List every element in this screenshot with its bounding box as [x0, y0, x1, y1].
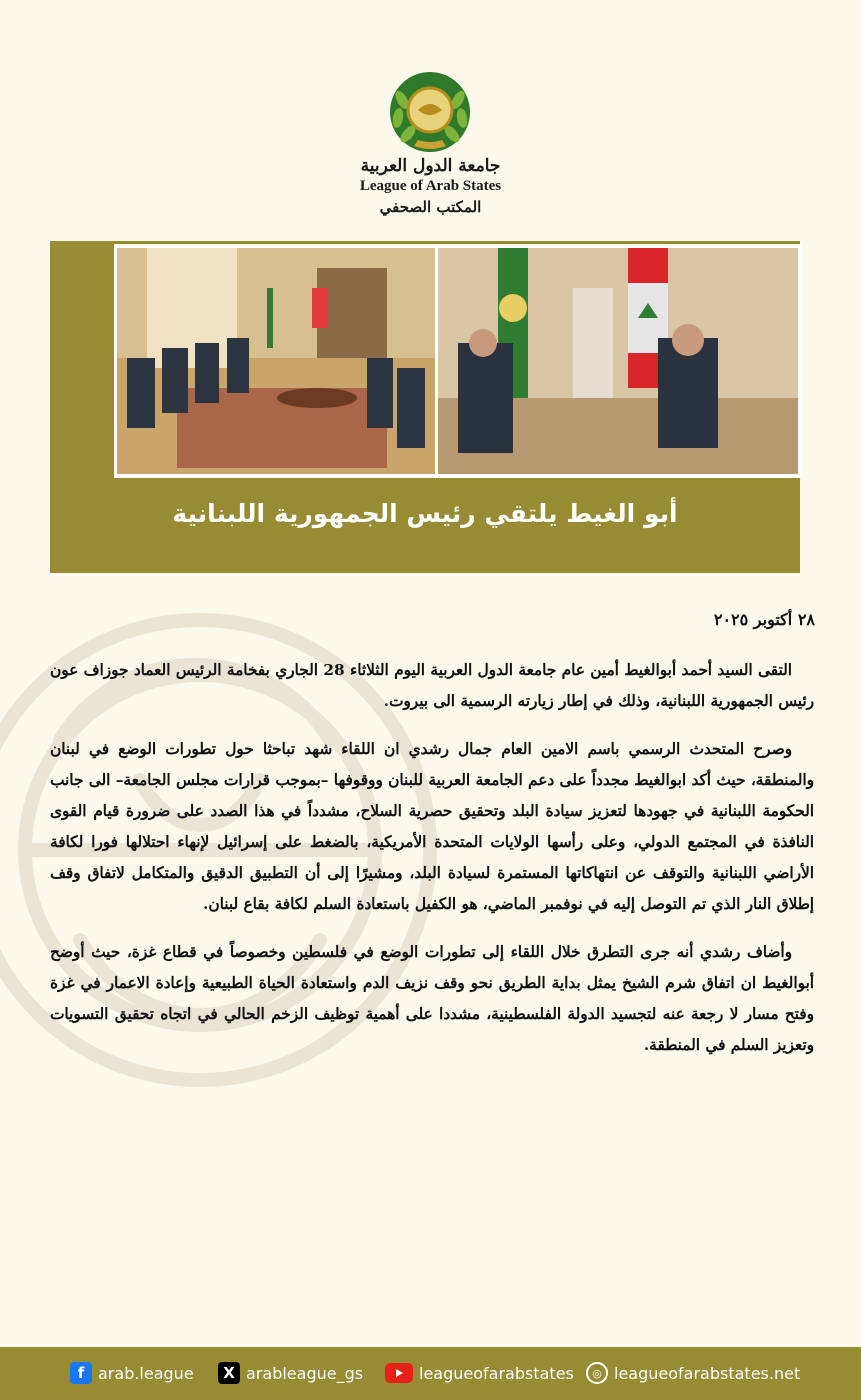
x-link[interactable]	[218, 1360, 363, 1386]
website-link[interactable]	[586, 1360, 800, 1386]
globe-icon: ◎	[586, 1362, 608, 1384]
paragraph: وأضاف رشدي أنه جرى التطرق خلال اللقاء إلى تطورات الوضع في فلسطين وخصوصاً في قطاع غزة، حيث أوضح أبوالغيط ان اتفاق شرم الشيخ يمثل بداية الطريق نحو وقف نزيف الدم واستعادة الحياة الطبيعية وإعادة الاعمار في غزة وفتح مسار لا رجعة عنه لتجسيد الدولة الفلسطينية، مشددا على أهمية توظيف الزخم الحالي في اتجاه تحقيق التسويات وتعزيز السلم في المنطقة.	[50, 943, 814, 1054]
paragraph: وصرح المتحدث الرسمي باسم الامين العام جمال رشدي ان اللقاء شهد تباحثا حول تطورات الوضع في لبنان والمنطقة، حيث أكد ابوالغيط مجدداً على دعم الجامعة العربية للبنان ووقوفها –بموجب قرارات مجلس الجامعة– الى جانب الحكومة اللبنانية في جهودها لتعزيز سيادة البلد وتحقيق حصرية السلاح، مشدداً في هذا الصدد على ضرورة قيام القوى النافذة في المجتمع الدولي، وعلى رأسها الولايات المتحدة الأمريكية، بالضغط على إسرائيل لإنهاء احتلالها فورا لكافة الأراضي اللبنانية والتوقف عن انتهاكاتها المستمرة لسيادة البلد، ومشيرًا إلى أن التطبيق الدقيق والمتكامل لاتفاق وقف إطلاق النار الذي تم التوصل إليه في نوفمبر الماضي، هو الكفيل باستعادة السلم لكافة بقاع لبنان.	[50, 740, 814, 913]
facebook-link[interactable]	[70, 1360, 194, 1386]
org-name-arabic: جامعة الدول العربية	[360, 156, 501, 176]
youtube-link[interactable]	[385, 1360, 574, 1386]
youtube-icon	[385, 1363, 413, 1383]
article-date: ٢٨ أكتوبر ٢٠٢٥	[713, 610, 815, 629]
facebook-handle: arab.league	[98, 1363, 194, 1383]
page-header	[0, 0, 861, 240]
website-url: leagueofarabstates.net	[614, 1363, 801, 1383]
press-office-label: المكتب الصحفي	[379, 198, 482, 216]
youtube-handle: leagueofarabstates	[419, 1363, 574, 1383]
arab-league-emblem	[388, 70, 472, 154]
facebook-icon: f	[70, 1362, 92, 1384]
photo-frame	[114, 244, 802, 478]
article-body	[50, 655, 814, 1078]
x-handle: arableague_gs	[246, 1363, 364, 1383]
news-banner	[50, 241, 800, 573]
paragraph: التقى السيد أحمد أبوالغيط أمين عام جامعة الدول العربية اليوم الثلاثاء 28 الجاري بفخامة الرئيس العماد جوزاف عون رئيس الجمهورية اللبنانية، وذلك في إطار زيارته الرسمية الى بيروت.	[50, 661, 814, 710]
meeting-room-photo	[117, 248, 435, 474]
leaders-meeting-photo	[438, 248, 798, 474]
social-footer	[0, 1347, 861, 1400]
x-icon: X	[218, 1362, 240, 1384]
headline: أبو الغيط يلتقي رئيس الجمهورية اللبنانية	[172, 499, 678, 528]
org-name-english: League of Arab States	[359, 178, 502, 194]
